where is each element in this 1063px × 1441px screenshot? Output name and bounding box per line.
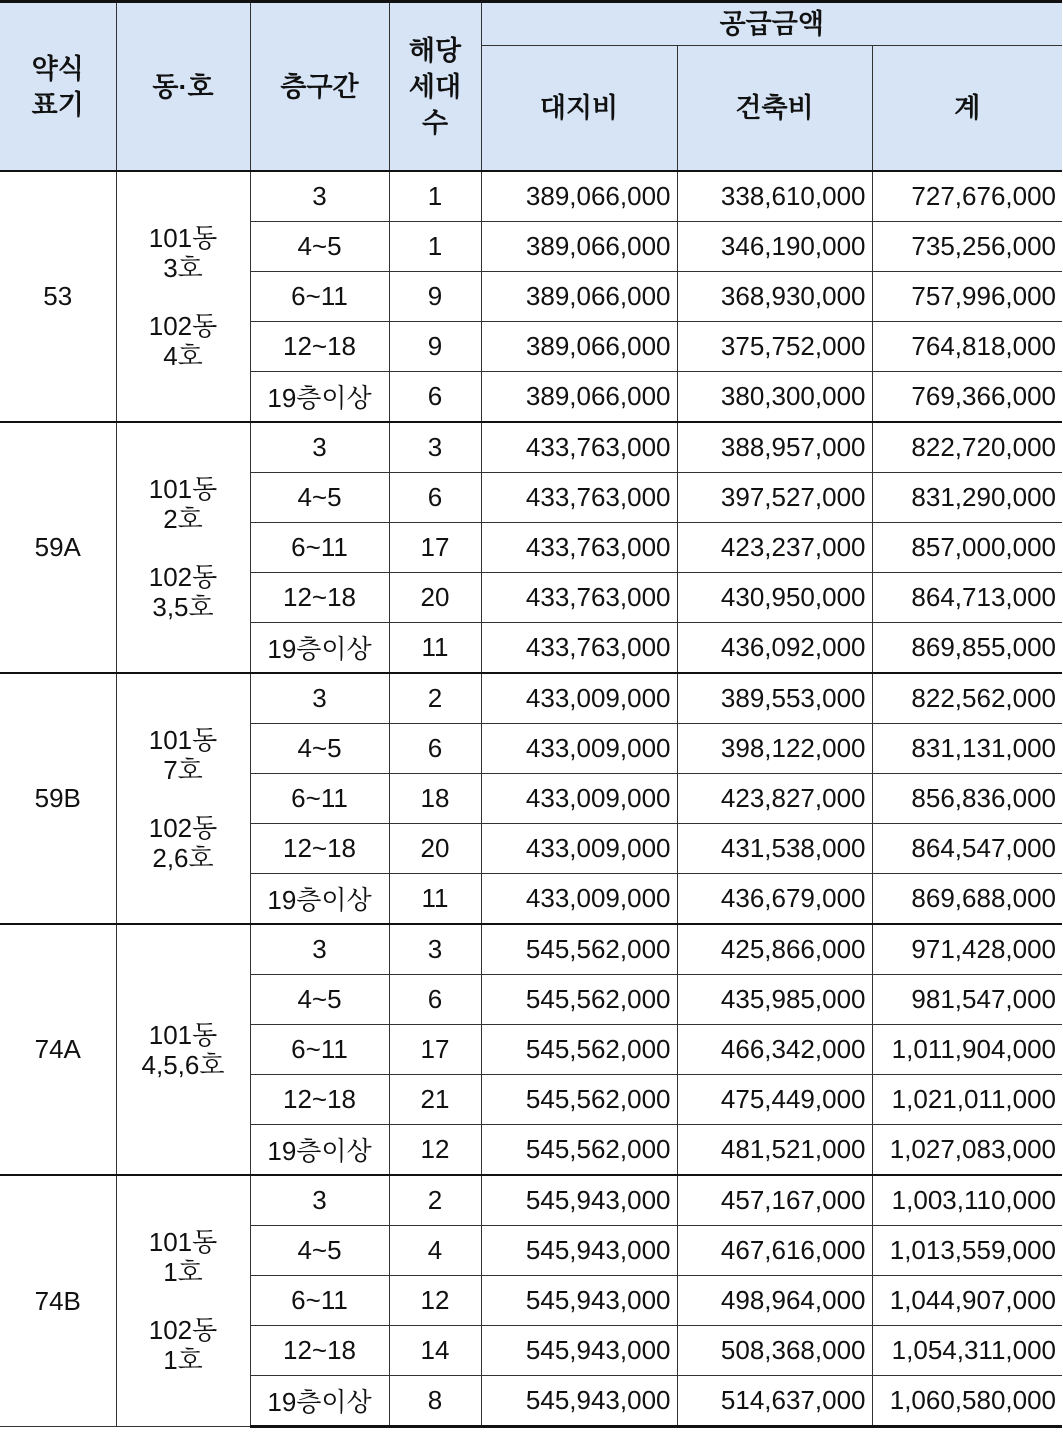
building-cost-cell: 389,553,000 — [677, 673, 872, 724]
floor-range-cell: 3 — [250, 673, 389, 724]
floor-range-cell: 4~5 — [250, 473, 389, 523]
land-cost-cell: 389,066,000 — [481, 372, 677, 423]
units-cell: 2 — [389, 673, 481, 724]
land-cost-cell: 545,562,000 — [481, 924, 677, 975]
floor-range-cell: 12~18 — [250, 1075, 389, 1125]
units-cell: 20 — [389, 824, 481, 874]
land-cost-cell: 433,009,000 — [481, 874, 677, 925]
units-cell: 17 — [389, 1025, 481, 1075]
type-cell: 59A — [0, 422, 116, 673]
units-cell: 9 — [389, 322, 481, 372]
land-cost-cell: 545,943,000 — [481, 1226, 677, 1276]
building-cost-cell: 481,521,000 — [677, 1125, 872, 1176]
land-cost-cell: 433,009,000 — [481, 774, 677, 824]
land-cost-cell: 389,066,000 — [481, 222, 677, 272]
units-cell: 17 — [389, 523, 481, 573]
building-cost-cell: 436,679,000 — [677, 874, 872, 925]
dong-ho-line: 2,6호 — [152, 842, 214, 873]
units-cell: 6 — [389, 724, 481, 774]
building-cost-cell: 514,637,000 — [677, 1376, 872, 1427]
land-cost-cell: 389,066,000 — [481, 171, 677, 222]
floor-range-cell: 19층이상 — [250, 623, 389, 674]
building-cost-cell: 423,237,000 — [677, 523, 872, 573]
type-cell: 74B — [0, 1175, 116, 1427]
floor-range-cell: 3 — [250, 422, 389, 473]
dong-ho-cell — [116, 673, 250, 924]
total-cell: 856,836,000 — [872, 774, 1062, 824]
type-cell: 74A — [0, 924, 116, 1175]
table-row — [0, 422, 1062, 473]
floor-range-cell: 19층이상 — [250, 372, 389, 423]
total-cell: 971,428,000 — [872, 924, 1062, 975]
total-cell: 1,021,011,000 — [872, 1075, 1062, 1125]
total-cell: 1,013,559,000 — [872, 1226, 1062, 1276]
building-cost-cell: 375,752,000 — [677, 322, 872, 372]
total-cell: 735,256,000 — [872, 222, 1062, 272]
floor-range-cell: 12~18 — [250, 824, 389, 874]
total-cell: 869,855,000 — [872, 623, 1062, 674]
dong-ho-cell — [116, 1175, 250, 1427]
land-cost-cell: 433,763,000 — [481, 473, 677, 523]
total-cell: 1,011,904,000 — [872, 1025, 1062, 1075]
dong-ho-line: 3호 — [163, 252, 203, 283]
units-cell: 2 — [389, 1175, 481, 1226]
units-cell: 9 — [389, 272, 481, 322]
building-cost-cell: 431,538,000 — [677, 824, 872, 874]
floor-range-cell: 4~5 — [250, 1226, 389, 1276]
units-cell: 4 — [389, 1226, 481, 1276]
total-cell: 822,720,000 — [872, 422, 1062, 473]
building-cost-cell: 398,122,000 — [677, 724, 872, 774]
total-cell: 1,060,580,000 — [872, 1376, 1062, 1427]
land-cost-cell: 545,562,000 — [481, 1025, 677, 1075]
dong-ho-line: 7호 — [163, 754, 203, 785]
land-cost-cell: 545,943,000 — [481, 1175, 677, 1226]
dong-ho-line: 102동 — [148, 812, 218, 843]
total-cell: 822,562,000 — [872, 673, 1062, 724]
land-cost-header: 대지비 — [481, 46, 677, 172]
total-cell: 1,027,083,000 — [872, 1125, 1062, 1176]
dong-ho-line: 102동 — [148, 1315, 218, 1345]
building-cost-cell: 346,190,000 — [677, 222, 872, 272]
building-cost-cell: 436,092,000 — [677, 623, 872, 674]
land-cost-cell: 545,943,000 — [481, 1376, 677, 1427]
floor-range-cell: 4~5 — [250, 724, 389, 774]
building-cost-cell: 430,950,000 — [677, 573, 872, 623]
dong-ho-cell — [116, 171, 250, 422]
building-cost-cell: 368,930,000 — [677, 272, 872, 322]
dong-ho-line: 102동 — [148, 561, 218, 592]
dong-ho-header: 동·호 — [116, 2, 250, 172]
floor-range-cell: 12~18 — [250, 573, 389, 623]
floor-range-cell: 19층이상 — [250, 1376, 389, 1427]
land-cost-cell: 433,763,000 — [481, 523, 677, 573]
floor-range-cell: 6~11 — [250, 774, 389, 824]
land-cost-cell: 433,009,000 — [481, 673, 677, 724]
units-cell: 12 — [389, 1276, 481, 1326]
units-cell: 3 — [389, 924, 481, 975]
dong-ho-line: 101동 — [148, 1019, 218, 1050]
dong-ho-cell — [116, 422, 250, 673]
building-cost-cell: 423,827,000 — [677, 774, 872, 824]
building-cost-cell: 467,616,000 — [677, 1226, 872, 1276]
total-cell: 1,044,907,000 — [872, 1276, 1062, 1326]
building-cost-cell: 397,527,000 — [677, 473, 872, 523]
dong-ho-line: 4,5,6호 — [141, 1049, 225, 1080]
table-row — [0, 1175, 1062, 1226]
land-cost-cell: 389,066,000 — [481, 272, 677, 322]
building-cost-cell: 435,985,000 — [677, 975, 872, 1025]
floor-range-cell: 6~11 — [250, 523, 389, 573]
units-header: 해당 세대 수 — [389, 2, 481, 172]
units-cell: 12 — [389, 1125, 481, 1176]
total-cell: 864,547,000 — [872, 824, 1062, 874]
floor-range-cell: 4~5 — [250, 975, 389, 1025]
building-cost-cell: 508,368,000 — [677, 1326, 872, 1376]
total-cell: 857,000,000 — [872, 523, 1062, 573]
land-cost-cell: 545,562,000 — [481, 975, 677, 1025]
land-cost-cell: 433,763,000 — [481, 422, 677, 473]
supply-price-header: 공급금액 — [481, 2, 1062, 46]
floor-range-cell: 19층이상 — [250, 1125, 389, 1176]
total-cell: 831,131,000 — [872, 724, 1062, 774]
dong-ho-line: 3,5호 — [152, 591, 214, 622]
land-cost-cell: 433,763,000 — [481, 573, 677, 623]
total-cell: 727,676,000 — [872, 171, 1062, 222]
total-cell: 1,003,110,000 — [872, 1175, 1062, 1226]
dong-ho-line: 101동 — [148, 473, 218, 504]
units-cell: 11 — [389, 623, 481, 674]
floor-range-cell: 3 — [250, 924, 389, 975]
total-header: 계 — [872, 46, 1062, 172]
building-cost-header: 건축비 — [677, 46, 872, 172]
units-cell: 8 — [389, 1376, 481, 1427]
dong-ho-line: 4호 — [163, 340, 203, 371]
floor-range-cell: 12~18 — [250, 1326, 389, 1376]
dong-ho-line: 101동 — [148, 1227, 218, 1257]
land-cost-cell: 433,009,000 — [481, 724, 677, 774]
dong-ho-line: 1호 — [163, 1345, 203, 1375]
units-cell: 14 — [389, 1326, 481, 1376]
building-cost-cell: 380,300,000 — [677, 372, 872, 423]
land-cost-cell: 545,562,000 — [481, 1125, 677, 1176]
units-cell: 1 — [389, 222, 481, 272]
units-cell: 6 — [389, 473, 481, 523]
building-cost-cell: 338,610,000 — [677, 171, 872, 222]
floor-range-cell: 6~11 — [250, 272, 389, 322]
building-cost-cell: 457,167,000 — [677, 1175, 872, 1226]
table-body — [0, 171, 1062, 1427]
floor-range-cell: 12~18 — [250, 322, 389, 372]
building-cost-cell: 498,964,000 — [677, 1276, 872, 1326]
total-cell: 981,547,000 — [872, 975, 1062, 1025]
type-cell: 53 — [0, 171, 116, 422]
units-cell: 6 — [389, 372, 481, 423]
type-cell: 59B — [0, 673, 116, 924]
total-cell: 764,818,000 — [872, 322, 1062, 372]
land-cost-cell: 545,943,000 — [481, 1326, 677, 1376]
dong-ho-line: 2호 — [163, 503, 203, 534]
floor-range-header: 층구간 — [250, 2, 389, 172]
units-cell: 18 — [389, 774, 481, 824]
total-cell: 831,290,000 — [872, 473, 1062, 523]
total-cell: 1,054,311,000 — [872, 1326, 1062, 1376]
dong-ho-line: 101동 — [148, 724, 218, 755]
floor-range-cell: 6~11 — [250, 1276, 389, 1326]
land-cost-cell: 433,763,000 — [481, 623, 677, 674]
land-cost-cell: 389,066,000 — [481, 322, 677, 372]
dong-ho-line: 102동 — [148, 310, 218, 341]
total-cell: 864,713,000 — [872, 573, 1062, 623]
units-cell: 11 — [389, 874, 481, 925]
units-cell: 6 — [389, 975, 481, 1025]
floor-range-cell: 3 — [250, 171, 389, 222]
land-cost-cell: 545,562,000 — [481, 1075, 677, 1125]
units-cell: 1 — [389, 171, 481, 222]
table-row — [0, 673, 1062, 724]
total-cell: 869,688,000 — [872, 874, 1062, 925]
floor-range-cell: 3 — [250, 1175, 389, 1226]
units-cell: 20 — [389, 573, 481, 623]
units-cell: 21 — [389, 1075, 481, 1125]
dong-ho-line: 101동 — [148, 222, 218, 253]
total-cell: 769,366,000 — [872, 372, 1062, 423]
type-header: 약식 표기 — [0, 2, 116, 172]
units-cell: 3 — [389, 422, 481, 473]
land-cost-cell: 545,943,000 — [481, 1276, 677, 1326]
dong-ho-line: 1호 — [163, 1257, 203, 1287]
table-row — [0, 924, 1062, 975]
building-cost-cell: 425,866,000 — [677, 924, 872, 975]
floor-range-cell: 6~11 — [250, 1025, 389, 1075]
total-cell: 757,996,000 — [872, 272, 1062, 322]
building-cost-cell: 388,957,000 — [677, 422, 872, 473]
building-cost-cell: 475,449,000 — [677, 1075, 872, 1125]
dong-ho-cell — [116, 924, 250, 1175]
land-cost-cell: 433,009,000 — [481, 824, 677, 874]
floor-range-cell: 19층이상 — [250, 874, 389, 925]
floor-range-cell: 4~5 — [250, 222, 389, 272]
building-cost-cell: 466,342,000 — [677, 1025, 872, 1075]
table-row — [0, 171, 1062, 222]
